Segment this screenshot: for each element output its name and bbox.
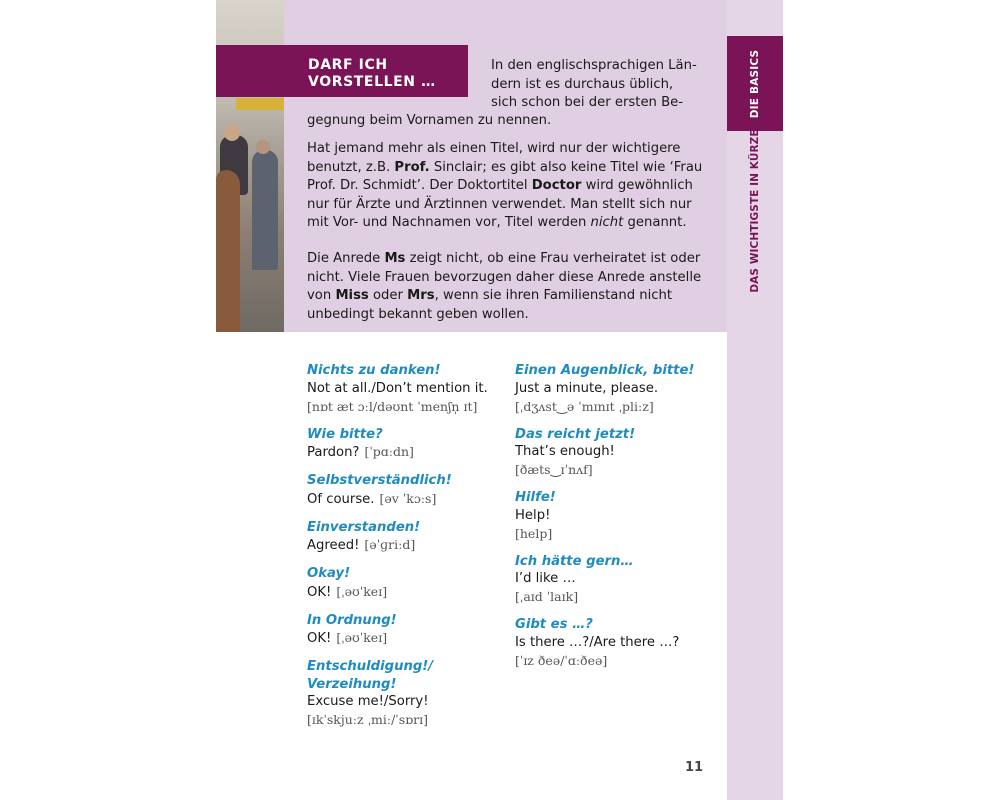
phrase-entry — [307, 565, 512, 602]
pronunciation: [ɪkˈskjuːz ˌmiː/ˈsɒrɪ] — [307, 712, 428, 727]
english-phrase: Of course. — [307, 491, 375, 507]
phrase-entry — [515, 553, 720, 607]
phrase-entry — [515, 426, 720, 480]
english-phrase: OK! — [307, 584, 332, 600]
phrase-entry — [307, 472, 512, 509]
page-number: 11 — [685, 760, 704, 775]
pronunciation: [ˌəʊˈkeɪ] — [336, 630, 388, 645]
english-phrase: Not at all./Don’t mention it. — [307, 380, 488, 396]
english-phrase: OK! — [307, 631, 332, 646]
phrase-entry — [307, 426, 512, 463]
pronunciation: [əv ˈkɔːs] — [379, 490, 437, 506]
german-phrase: Entschuldigung!/ Verzeihung! — [307, 659, 434, 692]
info-box — [216, 0, 727, 332]
pronunciation: [ðæts‿ɪˈnʌf] — [515, 462, 593, 477]
titles-paragraph: Hat jemand mehr als einen Titel, wird nur der wichtigere benutzt, z.B. Prof. Sinclair; es gibt also keine Titel wie ‘Frau Prof. Dr. Schmidt’. Der Doktortitel Doctor wird gewöhnlich nur für Ärzte und Ärztinnen verwendet. Man stellt sich nur mit Vor- und Nachnamen vor, Titel werden nicht genannt. — [307, 141, 703, 230]
english-phrase: I’d like … — [515, 571, 576, 586]
pronunciation: [help] — [515, 525, 553, 541]
german-phrase: Einen Augenblick, bitte! — [515, 363, 695, 378]
ms-paragraph: Die Anrede Ms zeigt nicht, ob eine Frau verheiratet ist oder nicht. Viele Frauen bevorzugen daher diese Anrede anstelle von Miss oder Mrs, wenn sie ihren Familienstand nicht unbedingt bekannt geben wollen. — [307, 251, 702, 322]
german-phrase: Selbstverständlich! — [307, 473, 452, 488]
chapter-sidebar — [727, 0, 783, 800]
english-phrase: Agreed! — [307, 538, 360, 553]
tab-das-wichtigste[interactable]: DAS WICHTIGSTE IN KÜRZE — [749, 129, 761, 293]
intro-text: In den englischsprachigen Län- dern ist es durchaus üblich, sich schon bei der ersten Be- — [491, 58, 697, 110]
tab-die-basics[interactable]: DIE BASICS — [727, 36, 783, 131]
pronunciation: [ˌəʊˈkeɪ] — [336, 583, 388, 599]
book-page — [216, 0, 783, 800]
german-phrase: Ich hätte gern… — [515, 553, 634, 569]
section-heading: DARF ICH VORSTELLEN … — [308, 57, 436, 90]
phrase-entry — [307, 658, 512, 729]
phrase-column-left — [307, 362, 512, 739]
pronunciation: [ˈɪz ðeə/ˈɑːðeə] — [515, 652, 608, 668]
german-phrase: Gibt es …? — [515, 617, 593, 632]
pronunciation: [nɒt æt ɔːl/dəʊnt ˈmenʃn̩ ɪt] — [307, 398, 478, 414]
intro-continuation: gegnung beim Vornamen zu nennen. — [307, 113, 552, 128]
phrase-column-right — [515, 362, 720, 680]
pronunciation: [ˌdʒʌst‿ə ˈmɪnɪt ˌpliːz] — [515, 398, 654, 414]
english-phrase: Pardon? — [307, 445, 360, 460]
german-phrase: Einverstanden! — [307, 519, 421, 535]
heading-bar — [216, 45, 468, 97]
german-phrase: Nichts zu danken! — [307, 363, 441, 378]
english-phrase: Help! — [515, 507, 551, 523]
pronunciation: [ˌaɪd ˈlaɪk] — [515, 589, 579, 604]
german-phrase: Okay! — [307, 566, 351, 581]
pronunciation: [əˈɡriːd] — [364, 537, 416, 552]
english-phrase: That’s enough! — [515, 444, 615, 459]
german-phrase: In Ordnung! — [307, 612, 397, 628]
phrase-entry — [515, 489, 720, 543]
german-phrase: Das reicht jetzt! — [515, 426, 636, 442]
phrase-entry — [515, 362, 720, 416]
english-phrase: Just a minute, please. — [515, 380, 659, 396]
phrase-entry — [307, 362, 512, 416]
german-phrase: Hilfe! — [515, 490, 556, 505]
phrase-entry — [515, 616, 720, 670]
english-phrase: Excuse me!/Sorry! — [307, 694, 429, 709]
german-phrase: Wie bitte? — [307, 426, 383, 442]
phrase-entry — [307, 519, 512, 556]
pronunciation: [ˈpɑːdn] — [364, 444, 414, 459]
phrase-entry — [307, 612, 512, 649]
english-phrase: Is there …?/Are there …? — [515, 634, 680, 650]
